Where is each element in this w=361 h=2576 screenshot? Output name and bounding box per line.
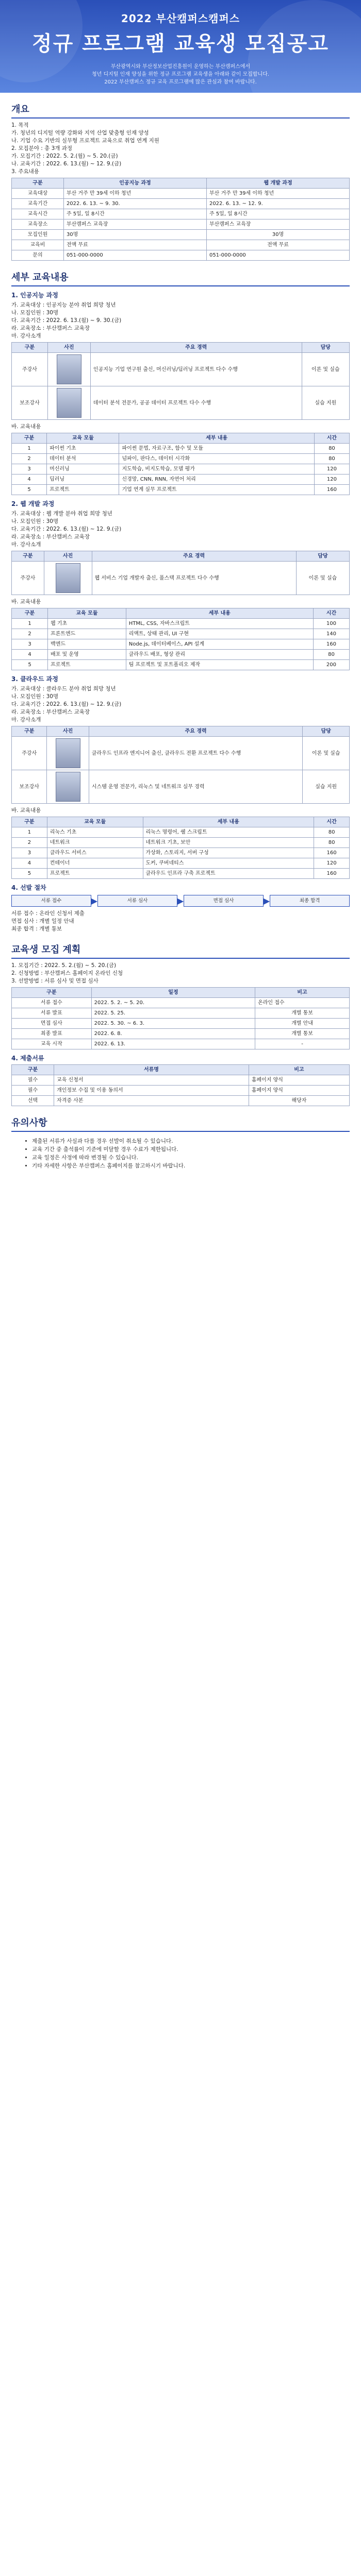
table-cell: 클라우드 배포, 형상 관리 bbox=[126, 650, 313, 660]
notice-item: • 교육 기간 중 출석률이 기준에 미달할 경우 수료가 제한됩니다. bbox=[32, 1146, 350, 1153]
table-cell: 모집인원 bbox=[12, 230, 64, 240]
instructor-photo bbox=[57, 388, 81, 418]
table-header-cell: 시간 bbox=[314, 433, 349, 444]
table-header-row bbox=[12, 726, 350, 737]
overview-line: 나. 기업 수요 기반의 실무형 프로젝트 교육으로 취업 연계 지원 bbox=[11, 138, 159, 144]
overview-row bbox=[12, 240, 350, 250]
instructor-photo-cell bbox=[47, 737, 89, 770]
instructor-duty: 이론 및 실습 bbox=[302, 353, 349, 386]
table-cell: 개별 안내 bbox=[255, 1019, 350, 1029]
recruit-line: 3. 선발방법 : 서류 심사 및 면접 심사 bbox=[11, 978, 99, 984]
table-header-cell: 구분 bbox=[12, 343, 48, 353]
instructor-row bbox=[12, 386, 350, 420]
instructor-career: 시스템 운영 전문가, 리눅스 및 네트워크 실무 경력 bbox=[89, 770, 303, 804]
table-cell: 2022. 6. 13. ~ 12. 9. bbox=[206, 199, 349, 209]
instructor-role: 보조강사 bbox=[12, 770, 47, 804]
hero-sub-line: 청년 디지털 인재 양성을 위한 정규 프로그램 교육생을 아래와 같이 모집합니다. bbox=[91, 72, 270, 77]
course-line: 나. 모집인원 : 30명 bbox=[11, 518, 59, 524]
table-header-cell: 구분 bbox=[12, 178, 64, 189]
table-cell: 넘파이, 판다스, 데이터 시각화 bbox=[119, 454, 314, 464]
overview-line: 2. 모집분야 : 총 3개 과정 bbox=[11, 145, 73, 151]
table-cell: 개인정보 수집 및 이용 동의서 bbox=[54, 1086, 249, 1096]
table-cell: 교육시간 bbox=[12, 209, 64, 219]
table-cell: 필수 bbox=[12, 1075, 54, 1086]
table-cell: 데이터 분석 bbox=[47, 454, 119, 464]
table-cell: 선택 bbox=[12, 1096, 54, 1106]
table-cell: 051-000-0000 bbox=[206, 250, 349, 261]
process-notes bbox=[11, 910, 350, 933]
table-header-cell: 일정 bbox=[91, 988, 255, 998]
curriculum-row bbox=[12, 827, 350, 838]
curriculum-label: 바. 교육내용 bbox=[11, 423, 41, 430]
table-header-cell: 구분 bbox=[12, 608, 48, 619]
table-cell: 홈페이지 양식 bbox=[249, 1075, 349, 1086]
selection-step: 면접 심사 bbox=[184, 895, 264, 907]
table-header-cell: 세부 내용 bbox=[126, 608, 313, 619]
course-line: 마. 강사소개 bbox=[11, 717, 41, 723]
course-ai bbox=[11, 291, 350, 495]
table-header-cell: 교육 모듈 bbox=[47, 433, 119, 444]
instructor-role: 주강사 bbox=[12, 562, 44, 595]
notice-list bbox=[11, 1138, 350, 1170]
hero-title: 정규 프로그램 교육생 모집공고 bbox=[31, 32, 330, 56]
table-cell: 교육대상 bbox=[12, 189, 64, 199]
table-cell: 80 bbox=[313, 650, 349, 660]
table-cell: 200 bbox=[313, 660, 349, 670]
overview-line: 가. 청년의 디지털 역량 강화와 지역 산업 맞춤형 인재 양성 bbox=[11, 130, 149, 136]
table-cell: 교육장소 bbox=[12, 219, 64, 230]
table-cell: 1 bbox=[12, 619, 48, 629]
instructor-duty: 실습 지원 bbox=[302, 386, 349, 420]
recruit-line: 2. 신청방법 : 부산캠퍼스 홈페이지 온라인 신청 bbox=[11, 970, 123, 976]
process-note: 면접 심사 : 개별 일정 안내 bbox=[11, 918, 74, 924]
curriculum-row bbox=[12, 858, 350, 869]
table-header-cell: 시간 bbox=[314, 817, 350, 827]
table-cell: 2 bbox=[12, 838, 47, 848]
instructor-row bbox=[12, 737, 350, 770]
table-cell: 면접 심사 bbox=[12, 1019, 92, 1029]
section-notice-heading: 유의사항 bbox=[11, 1115, 350, 1132]
schedule-row bbox=[12, 1019, 350, 1029]
table-cell: 신경망, CNN, RNN, 자연어 처리 bbox=[119, 474, 314, 485]
table-cell: 2022. 6. 13. bbox=[91, 1039, 255, 1049]
table-cell: 80 bbox=[314, 838, 350, 848]
table-cell: 컨테이너 bbox=[47, 858, 143, 869]
table-header-cell: 구분 bbox=[12, 551, 44, 562]
table-cell: 배포 및 운영 bbox=[48, 650, 126, 660]
table-cell: 교육비 bbox=[12, 240, 64, 250]
table-cell: Node.js, 데이터베이스, API 설계 bbox=[126, 639, 313, 650]
table-cell: 2022. 6. 13. ~ 9. 30. bbox=[63, 199, 206, 209]
hero-banner bbox=[0, 0, 361, 93]
table-cell: 가상화, 스토리지, 서버 구성 bbox=[143, 848, 314, 858]
process-note: 최종 합격 : 개별 통보 bbox=[11, 926, 62, 932]
curriculum-row bbox=[12, 474, 350, 485]
overview-row bbox=[12, 250, 350, 261]
hero-sub-line: 2022 부산캠퍼스 정규 교육 프로그램에 많은 관심과 참여 바랍니다. bbox=[104, 79, 257, 85]
table-header-cell: 주요 경력 bbox=[89, 726, 303, 737]
arrow-right-icon: ▶ bbox=[263, 896, 270, 906]
curriculum-label: 바. 교육내용 bbox=[11, 807, 41, 814]
course-line: 마. 강사소개 bbox=[11, 333, 41, 339]
table-cell: 프로젝트 bbox=[47, 869, 143, 879]
table-cell: 최종 발표 bbox=[12, 1029, 92, 1039]
curriculum-label: 바. 교육내용 bbox=[11, 599, 41, 605]
notice-item: • 기타 자세한 사항은 부산캠퍼스 홈페이지를 참고하시기 바랍니다. bbox=[32, 1162, 350, 1170]
recruit-lines bbox=[11, 962, 350, 985]
table-header-cell: 교육 모듈 bbox=[47, 817, 143, 827]
table-header-cell: 구분 bbox=[12, 726, 47, 737]
table-cell: 3 bbox=[12, 639, 48, 650]
table-cell: 딥러닝 bbox=[47, 474, 119, 485]
table-cell: 해당자 bbox=[249, 1096, 349, 1106]
table-cell: 홈페이지 양식 bbox=[249, 1086, 349, 1096]
process-title: 4. 선발 절차 bbox=[11, 884, 46, 891]
instructor-table bbox=[11, 342, 350, 420]
table-cell: 프론트엔드 bbox=[48, 629, 126, 639]
course-line: 나. 모집인원 : 30명 bbox=[11, 310, 59, 316]
course-line: 라. 교육장소 : 부산캠퍼스 교육장 bbox=[11, 534, 90, 540]
table-cell: 교육 시작 bbox=[12, 1039, 92, 1049]
course-line: 다. 교육기간 : 2022. 6. 13.(월) ~ 9. 30.(금) bbox=[11, 317, 122, 324]
table-cell: 30명 bbox=[63, 230, 206, 240]
curriculum-row bbox=[12, 629, 350, 639]
table-cell: 120 bbox=[314, 858, 350, 869]
instructor-photo-cell bbox=[44, 562, 92, 595]
table-cell: 2022. 5. 30. ~ 6. 3. bbox=[91, 1019, 255, 1029]
table-header-cell: 세부 내용 bbox=[119, 433, 314, 444]
table-cell: 리액트, 상태 관리, UI 구현 bbox=[126, 629, 313, 639]
process-note: 서류 접수 : 온라인 신청서 제출 bbox=[11, 910, 85, 917]
table-header-cell: 구분 bbox=[12, 817, 47, 827]
table-header-cell: 사진 bbox=[47, 726, 89, 737]
table-cell: 문의 bbox=[12, 250, 64, 261]
table-header-cell: 비고 bbox=[249, 1065, 349, 1075]
content bbox=[0, 102, 361, 1170]
document-row bbox=[12, 1096, 350, 1106]
overview-line: 1. 목적 bbox=[11, 122, 29, 128]
table-cell: 기업 연계 실무 프로젝트 bbox=[119, 485, 314, 495]
table-cell: 2 bbox=[12, 629, 48, 639]
table-header-cell: 담당 bbox=[296, 551, 349, 562]
table-header-cell: 시간 bbox=[313, 608, 349, 619]
course-line: 가. 교육대상 : 웹 개발 분야 취업 희망 청년 bbox=[11, 511, 112, 517]
overview-row bbox=[12, 209, 350, 219]
hero-year: 2022 부산캠퍼스캠퍼스 bbox=[121, 12, 240, 25]
instructor-photo-cell bbox=[47, 353, 90, 386]
table-header-cell: 사진 bbox=[47, 343, 90, 353]
table-cell: 웹 기초 bbox=[48, 619, 126, 629]
instructor-career: 인공지능 기업 연구원 출신, 머신러닝/딥러닝 프로젝트 다수 수행 bbox=[90, 353, 302, 386]
course-web bbox=[11, 499, 350, 670]
table-cell: 80 bbox=[314, 454, 349, 464]
curriculum-row bbox=[12, 619, 350, 629]
table-header-row bbox=[12, 178, 350, 189]
table-header-cell: 구분 bbox=[12, 988, 92, 998]
table-cell: 네트워크 bbox=[47, 838, 143, 848]
table-cell: 5 bbox=[12, 869, 47, 879]
docs-title: 4. 제출서류 bbox=[11, 1055, 44, 1062]
table-cell: 파이썬 기초 bbox=[47, 444, 119, 454]
table-cell: 교육 신청서 bbox=[54, 1075, 249, 1086]
table-cell: 30명 bbox=[206, 230, 349, 240]
instructor-duty: 이론 및 실습 bbox=[303, 737, 350, 770]
instructor-row bbox=[12, 770, 350, 804]
instructor-photo bbox=[57, 354, 81, 384]
table-cell: 부산 거주 만 39세 이하 청년 bbox=[63, 189, 206, 199]
table-cell: 온라인 접수 bbox=[255, 998, 350, 1008]
table-cell: 백엔드 bbox=[48, 639, 126, 650]
table-cell: 2022. 5. 25. bbox=[91, 1008, 255, 1019]
table-header-cell: 서류명 bbox=[54, 1065, 249, 1075]
table-cell: 도커, 쿠버네티스 bbox=[143, 858, 314, 869]
course-cloud bbox=[11, 674, 350, 879]
table-cell: 서류 발표 bbox=[12, 1008, 92, 1019]
table-header-cell: 구분 bbox=[12, 433, 47, 444]
table-cell: 부산캠퍼스 교육장 bbox=[63, 219, 206, 230]
table-cell: 4 bbox=[12, 474, 47, 485]
table-header-row bbox=[12, 551, 350, 562]
notice-item: • 제출된 서류가 사실과 다를 경우 선발이 취소될 수 있습니다. bbox=[32, 1138, 350, 1145]
course-line: 다. 교육기간 : 2022. 6. 13.(월) ~ 12. 9.(금) bbox=[11, 526, 122, 532]
instructor-role: 주강사 bbox=[12, 737, 47, 770]
curriculum-row bbox=[12, 869, 350, 879]
section-recruit-heading: 교육생 모집 계획 bbox=[11, 942, 350, 959]
curriculum-row bbox=[12, 444, 350, 454]
notice-item: • 교육 일정은 사정에 따라 변경될 수 있습니다. bbox=[32, 1154, 350, 1161]
curriculum-row bbox=[12, 639, 350, 650]
table-cell: 주 5일, 일 8시간 bbox=[63, 209, 206, 219]
overview-line: 가. 모집기간 : 2022. 5. 2.(월) ~ 5. 20.(금) bbox=[11, 153, 118, 159]
table-cell: 3 bbox=[12, 464, 47, 474]
table-cell: 리눅스 명령어, 쉘 스크립트 bbox=[143, 827, 314, 838]
table-cell: 80 bbox=[314, 444, 349, 454]
hero-subtitle bbox=[0, 63, 361, 86]
table-header-cell: 담당 bbox=[302, 343, 349, 353]
table-header-cell: 세부 내용 bbox=[143, 817, 314, 827]
overview-row bbox=[12, 199, 350, 209]
overview-row bbox=[12, 219, 350, 230]
instructor-photo-cell bbox=[47, 770, 89, 804]
schedule-row bbox=[12, 1039, 350, 1049]
selection-step: 서류 접수 bbox=[11, 895, 91, 907]
course-line: 가. 교육대상 : 클라우드 분야 취업 희망 청년 bbox=[11, 686, 116, 692]
hero-sub-line: 부산광역시와 부산정보산업진흥원이 운영하는 부산캠퍼스에서 bbox=[110, 64, 251, 70]
table-cell: 부산 거주 만 39세 이하 청년 bbox=[206, 189, 349, 199]
table-cell: 팀 프로젝트 및 포트폴리오 제작 bbox=[126, 660, 313, 670]
instructor-career: 클라우드 인프라 엔지니어 출신, 클라우드 전환 프로젝트 다수 수행 bbox=[89, 737, 303, 770]
instructor-role: 주강사 bbox=[12, 353, 48, 386]
table-header-row bbox=[12, 433, 350, 444]
table-cell: 부산캠퍼스 교육장 bbox=[206, 219, 349, 230]
instructor-career: 데이터 분석 전문가, 공공 데이터 프로젝트 다수 수행 bbox=[90, 386, 302, 420]
table-cell: 1 bbox=[12, 444, 47, 454]
instructor-photo bbox=[56, 563, 80, 593]
table-cell: - bbox=[255, 1039, 350, 1049]
instructor-photo-cell bbox=[47, 386, 90, 420]
table-header-row bbox=[12, 608, 350, 619]
table-cell: 클라우드 인프라 구축 프로젝트 bbox=[143, 869, 314, 879]
curriculum-row bbox=[12, 848, 350, 858]
table-cell: 클라우드 서비스 bbox=[47, 848, 143, 858]
table-cell: 120 bbox=[314, 474, 349, 485]
table-header-cell: 담당 bbox=[303, 726, 350, 737]
table-header-cell: 웹 개발 과정 bbox=[206, 178, 349, 189]
section-detail-heading: 세부 교육내용 bbox=[11, 270, 350, 286]
table-cell: 4 bbox=[12, 858, 47, 869]
instructor-row bbox=[12, 562, 350, 595]
selection-flow bbox=[11, 895, 350, 907]
course-line: 다. 교육기간 : 2022. 6. 13.(월) ~ 12. 9.(금) bbox=[11, 701, 122, 707]
curriculum-table bbox=[11, 608, 350, 670]
course-title: 2. 웹 개발 과정 bbox=[11, 500, 55, 507]
selection-step: 최종 합격 bbox=[270, 895, 350, 907]
table-cell: 교육기간 bbox=[12, 199, 64, 209]
table-header-row bbox=[12, 817, 350, 827]
table-cell: 전액 무료 bbox=[206, 240, 349, 250]
table-cell: 120 bbox=[314, 464, 349, 474]
curriculum-table bbox=[11, 433, 350, 495]
instructor-career: 웹 서비스 기업 개발자 출신, 풀스택 프로젝트 다수 수행 bbox=[92, 562, 296, 595]
table-header-cell: 주요 경력 bbox=[90, 343, 302, 353]
curriculum-row bbox=[12, 454, 350, 464]
overview-row bbox=[12, 189, 350, 199]
instructor-photo bbox=[56, 772, 80, 802]
table-header-row bbox=[12, 1065, 350, 1075]
course-line: 라. 교육장소 : 부산캠퍼스 교육장 bbox=[11, 325, 90, 331]
curriculum-row bbox=[12, 464, 350, 474]
instructor-duty: 이론 및 실습 bbox=[296, 562, 349, 595]
table-cell: 100 bbox=[313, 619, 349, 629]
table-header-cell: 교육 모듈 bbox=[48, 608, 126, 619]
table-header-cell: 인공지능 과정 bbox=[63, 178, 206, 189]
table-cell: 파이썬 문법, 자료구조, 함수 및 모듈 bbox=[119, 444, 314, 454]
table-cell: 네트워크 기초, 보안 bbox=[143, 838, 314, 848]
table-cell: 160 bbox=[314, 869, 350, 879]
table-cell: 160 bbox=[314, 848, 350, 858]
course-title: 1. 인공지능 과정 bbox=[11, 292, 58, 299]
instructor-table bbox=[11, 551, 350, 595]
selection-step: 서류 심사 bbox=[97, 895, 177, 907]
course-line: 가. 교육대상 : 인공지능 분야 취업 희망 청년 bbox=[11, 302, 116, 308]
table-header-cell: 비고 bbox=[255, 988, 350, 998]
schedule-row bbox=[12, 1029, 350, 1039]
recruit-line: 1. 모집기간 : 2022. 5. 2.(월) ~ 5. 20.(금) bbox=[11, 962, 117, 969]
arrow-right-icon: ▶ bbox=[177, 896, 184, 906]
table-header-cell: 주요 경력 bbox=[92, 551, 296, 562]
table-cell: 160 bbox=[313, 639, 349, 650]
course-line: 라. 교육장소 : 부산캠퍼스 교육장 bbox=[11, 709, 90, 715]
table-cell: HTML, CSS, 자바스크립트 bbox=[126, 619, 313, 629]
instructor-photo bbox=[56, 738, 80, 768]
arrow-right-icon: ▶ bbox=[91, 896, 98, 906]
instructor-role: 보조강사 bbox=[12, 386, 48, 420]
table-cell: 지도학습, 비지도학습, 모델 평가 bbox=[119, 464, 314, 474]
table-header-cell: 사진 bbox=[44, 551, 92, 562]
table-cell: 개별 통보 bbox=[255, 1029, 350, 1039]
table-cell: 5 bbox=[12, 660, 48, 670]
overview-line: 나. 교육기간 : 2022. 6. 13.(월) ~ 12. 9.(금) bbox=[11, 161, 122, 167]
schedule-row bbox=[12, 1008, 350, 1019]
overview-line: 3. 주요내용 bbox=[11, 168, 39, 175]
instructor-table bbox=[11, 726, 350, 804]
table-cell: 3 bbox=[12, 848, 47, 858]
table-cell: 160 bbox=[314, 485, 349, 495]
section-overview-heading: 개요 bbox=[11, 102, 350, 118]
table-cell: 80 bbox=[314, 827, 350, 838]
curriculum-row bbox=[12, 650, 350, 660]
overview-table bbox=[11, 178, 350, 261]
table-cell: 리눅스 기초 bbox=[47, 827, 143, 838]
table-cell: 필수 bbox=[12, 1086, 54, 1096]
table-cell: 프로젝트 bbox=[48, 660, 126, 670]
schedule-table bbox=[11, 987, 350, 1049]
overview-row bbox=[12, 230, 350, 240]
instructor-row bbox=[12, 353, 350, 386]
curriculum-table bbox=[11, 817, 350, 879]
table-header-row bbox=[12, 343, 350, 353]
table-cell: 140 bbox=[313, 629, 349, 639]
curriculum-row bbox=[12, 660, 350, 670]
table-cell: 5 bbox=[12, 485, 47, 495]
table-cell: 2022. 5. 2. ~ 5. 20. bbox=[91, 998, 255, 1008]
table-cell: 2 bbox=[12, 454, 47, 464]
curriculum-row bbox=[12, 485, 350, 495]
instructor-duty: 실습 지원 bbox=[303, 770, 350, 804]
course-line: 나. 모집인원 : 30명 bbox=[11, 693, 59, 700]
course-line: 마. 강사소개 bbox=[11, 541, 41, 548]
table-cell: 전액 무료 bbox=[63, 240, 206, 250]
table-header-cell: 구분 bbox=[12, 1065, 54, 1075]
curriculum-row bbox=[12, 838, 350, 848]
table-cell: 1 bbox=[12, 827, 47, 838]
table-cell: 주 5일, 일 8시간 bbox=[206, 209, 349, 219]
table-header-row bbox=[12, 988, 350, 998]
table-cell: 프로젝트 bbox=[47, 485, 119, 495]
documents-table bbox=[11, 1064, 350, 1106]
table-cell: 서류 접수 bbox=[12, 998, 92, 1008]
table-cell: 2022. 6. 8. bbox=[91, 1029, 255, 1039]
schedule-row bbox=[12, 998, 350, 1008]
table-cell: 머신러닝 bbox=[47, 464, 119, 474]
overview-lines bbox=[11, 122, 350, 176]
document-row bbox=[12, 1086, 350, 1096]
document-row bbox=[12, 1075, 350, 1086]
table-cell: 4 bbox=[12, 650, 48, 660]
table-cell: 개별 통보 bbox=[255, 1008, 350, 1019]
course-title: 3. 클라우드 과정 bbox=[11, 675, 58, 683]
table-cell: 자격증 사본 bbox=[54, 1096, 249, 1106]
table-cell: 051-000-0000 bbox=[63, 250, 206, 261]
